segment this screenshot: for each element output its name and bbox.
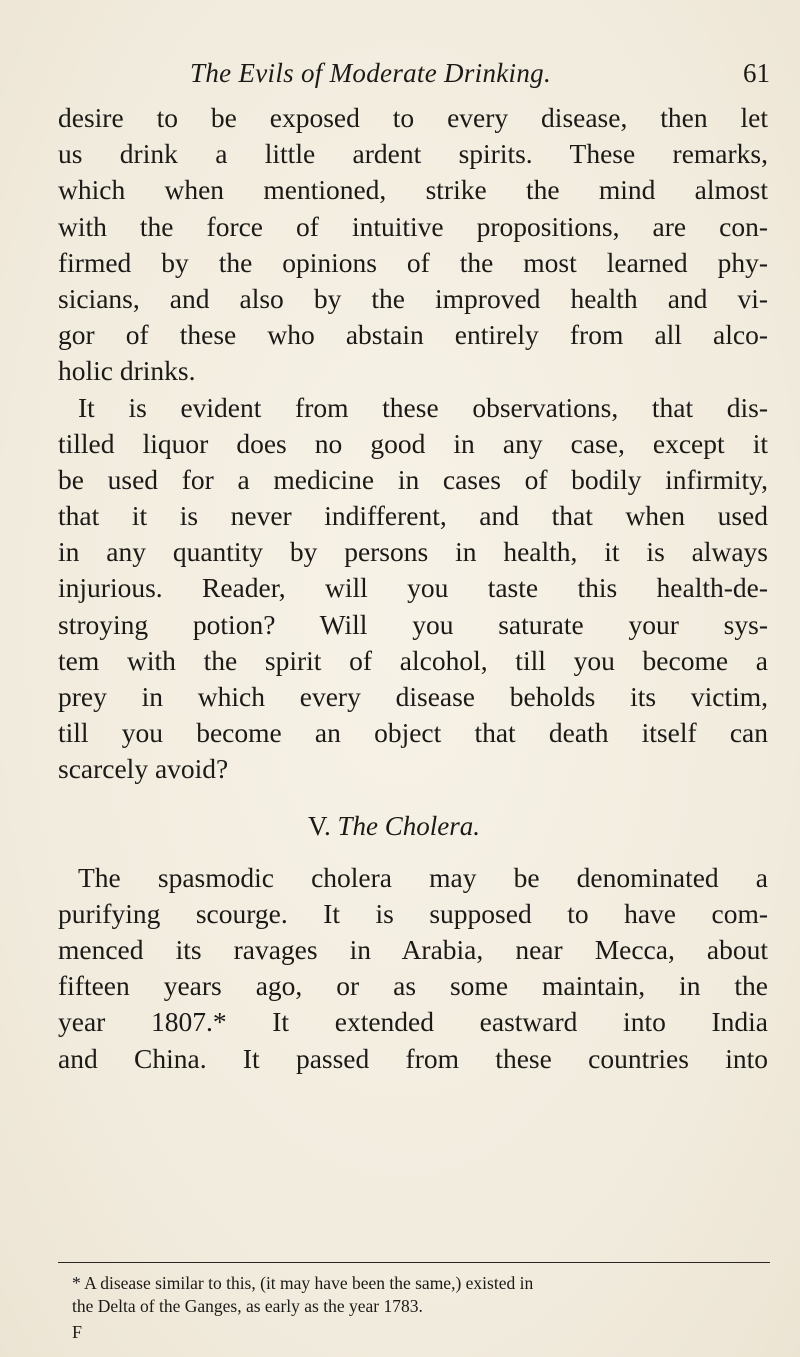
text-line: sicians, and also by the improved health and vi- [58, 282, 768, 314]
text-line: tem with the spirit of alcohol, till you become a [58, 644, 768, 676]
section-title: The Cholera. [337, 810, 481, 841]
text-line: year 1807.* It extended eastward into India [58, 1006, 768, 1038]
running-header [190, 58, 770, 98]
footnote-line: * A disease similar to this, (it may have been the same,) existed in [72, 1273, 534, 1293]
text-line: in any quantity by persons in health, it is always [58, 536, 768, 568]
text-line: that it is never indifferent, and that when used [58, 500, 768, 532]
text-line: firmed by the opinions of the most learned phy- [58, 246, 768, 278]
body-text [58, 100, 768, 1077]
paragraph-2 [58, 390, 768, 788]
text-line: injurious. Reader, will you taste this health-de- [58, 572, 768, 604]
footnote [72, 1272, 762, 1318]
footnote-rule [58, 1262, 770, 1263]
paragraph-1 [58, 100, 768, 390]
text-line: stroying potion? Will you saturate your sys- [58, 608, 768, 640]
text-line: The spasmodic cholera may be denominated a [78, 861, 768, 893]
text-line: with the force of intuitive propositions, are con- [58, 210, 768, 242]
text-line: till you become an object that death itself can [58, 717, 768, 749]
text-line: purifying scourge. It is supposed to have com- [58, 897, 768, 929]
text-line: which when mentioned, strike the mind almost [58, 174, 768, 206]
text-line: prey in which every disease beholds its victim, [58, 681, 768, 712]
text-line: desire to be exposed to every disease, then let [58, 102, 768, 133]
signature-mark: F [72, 1322, 84, 1342]
text-line: us drink a little ardent spirits. These remarks, [58, 138, 768, 170]
text-line: gor of these who abstain entirely from all alco- [58, 319, 768, 351]
text-line: fifteen years ago, or as some maintain, in the [58, 970, 768, 1002]
text-line: It is evident from these observations, that dis- [78, 391, 768, 423]
text-line: and China. It passed from these countries into [58, 1042, 768, 1074]
paragraph-3 [58, 860, 768, 1077]
text-line: be used for a medicine in cases of bodily infirmity, [58, 463, 768, 495]
footnote-line: the Delta of the Ganges, as early as the year 1783. [72, 1296, 423, 1316]
section-numeral: V. [308, 810, 331, 841]
page-number: 61 [743, 58, 770, 88]
text-line: tilled liquor does no good in any case, except it [58, 427, 768, 459]
text-line: holic drinks. [58, 355, 196, 387]
text-line: scarcely avoid? [58, 753, 229, 785]
running-title: The Evils of Moderate Drinking. [190, 58, 551, 88]
section-heading [58, 796, 768, 856]
text-line: menced its ravages in Arabia, near Mecca, about [58, 933, 768, 965]
